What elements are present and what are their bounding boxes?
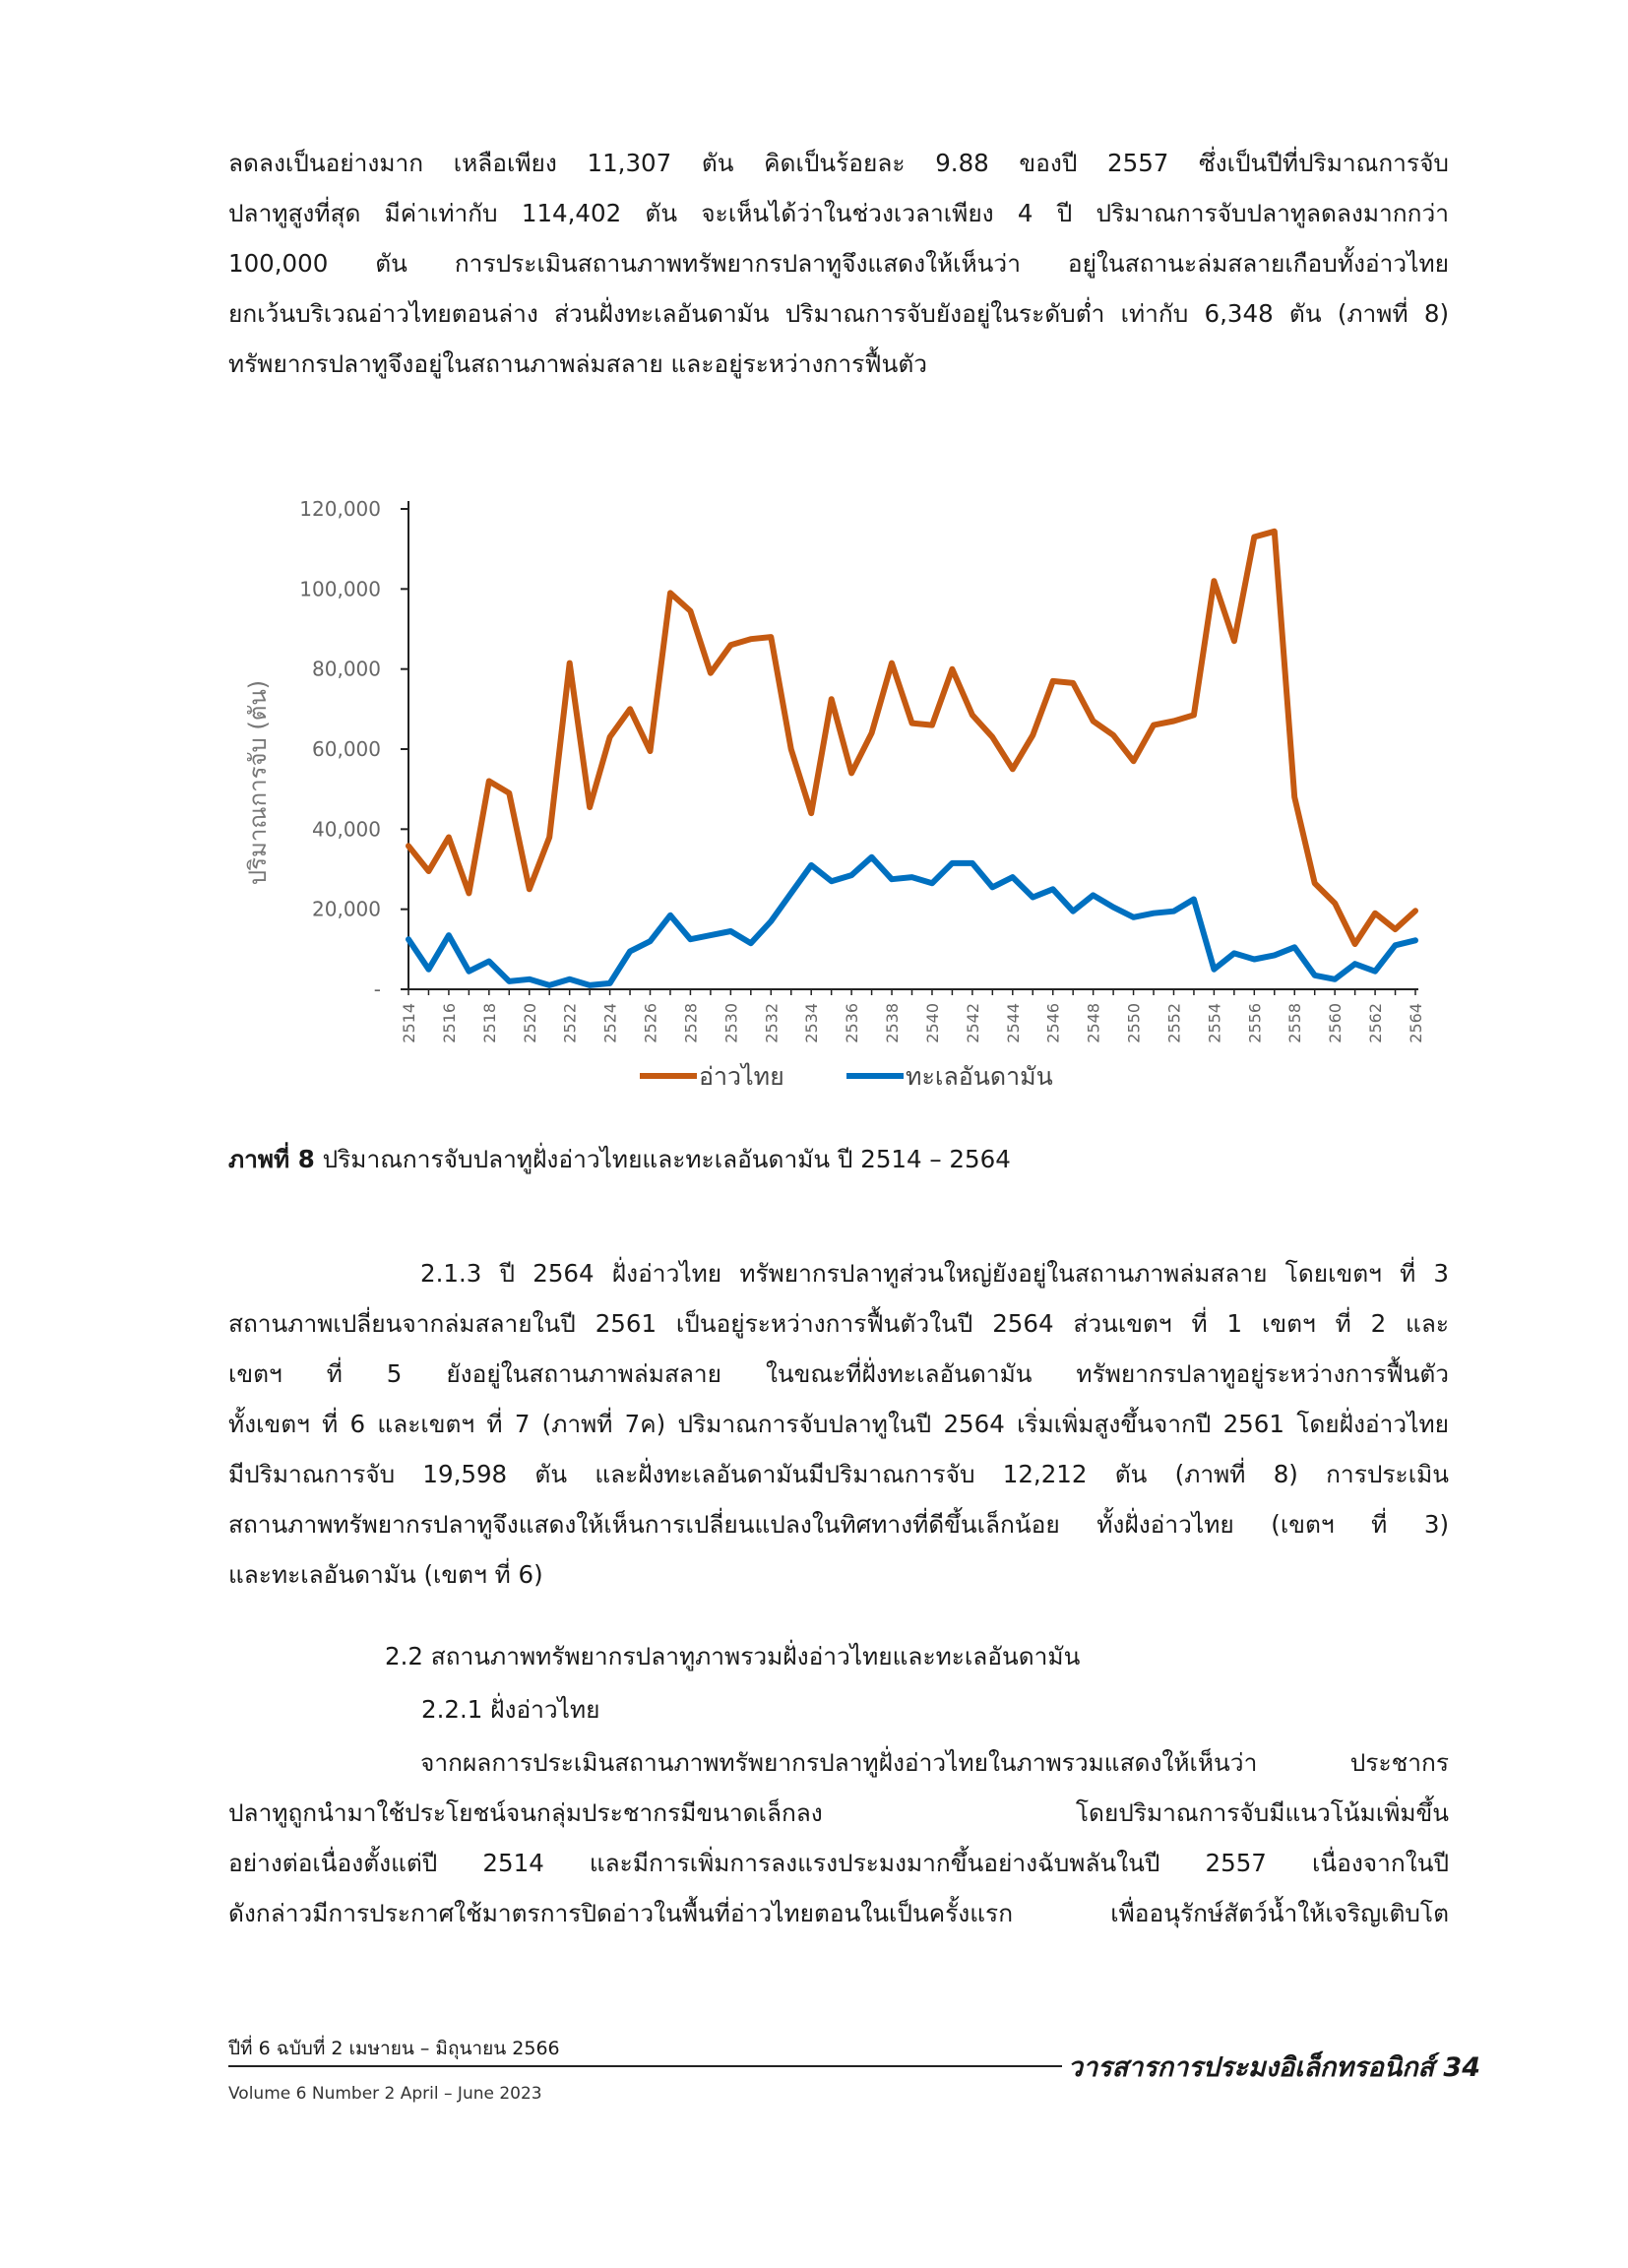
y-tick-label: 40,000	[312, 817, 381, 842]
paragraph-1	[228, 138, 1449, 389]
footer-issue: ปีที่ 6 ฉบับที่ 2 เมษายน – มิถุนายน 2566	[228, 2038, 560, 2059]
x-tick-label: 2536	[843, 1003, 862, 1043]
text-line: สถานภาพเปลี่ยนจากล่มสลายในปี 2561 เป็นอยู่ระหว่างการฟื้นตัวในปี 2564 ส่วนเขตฯ ที่ 1 เขตฯ ที่ 2 และ	[228, 1309, 1449, 1338]
y-tick-label: 100,000	[299, 577, 381, 601]
paragraph-2	[228, 1248, 1449, 1600]
legend-label: ทะเลอันดามัน	[906, 1062, 1053, 1091]
text-line: ปลาทูถูกนำมาใช้ประโยชน์จนกลุ่มประชากรมีขนาดเล็กลง โดยปริมาณการจับมีแนวโน้มเพิ่มขึ้น	[228, 1798, 1449, 1827]
x-tick-label: 2514	[400, 1003, 418, 1043]
footer-journal-page: วารสารการประมงอิเล็กทรอนิกส์ 34	[1062, 2046, 1480, 2088]
x-tick-label: 2552	[1164, 1003, 1184, 1043]
x-tick-label: 2544	[1003, 1003, 1023, 1043]
x-tick-label: 2528	[681, 1003, 701, 1043]
legend-label: อ่าวไทย	[699, 1062, 784, 1091]
x-tick-label: 2564	[1407, 1003, 1425, 1043]
x-tick-label: 2530	[721, 1003, 741, 1043]
x-tick-label: 2542	[963, 1003, 982, 1043]
text-line: 2.1.3 ปี 2564 ฝั่งอ่าวไทย ทรัพยากรปลาทูส่วนใหญ่ยังอยู่ในสถานภาพล่มสลาย โดยเขตฯ ที่ 3	[420, 1259, 1449, 1288]
paragraph-3	[228, 1737, 1449, 1938]
x-tick-label: 2554	[1205, 1003, 1224, 1043]
x-tick-label: 2560	[1326, 1003, 1346, 1043]
text-line: 100,000 ตัน การประเมินสถานภาพทรัพยากรปลาทูจึงแสดงให้เห็นว่า อยู่ในสถานะล่มสลายเกือบทั้งอ่าวไทย	[228, 249, 1449, 278]
x-tick-label: 2532	[762, 1003, 782, 1043]
y-tick-label: -	[373, 977, 381, 1001]
y-axis-label: ปริมาณการจับ (ตัน)	[244, 679, 272, 886]
text-line: มีปริมาณการจับ 19,598 ตัน และฝั่งทะเลอันดามันมีปริมาณการจับ 12,212 ตัน (ภาพที่ 8) การประเมิน	[228, 1460, 1449, 1488]
x-tick-label: 2546	[1043, 1003, 1063, 1043]
text-line: เขตฯ ที่ 5 ยังอยู่ในสถานภาพล่มสลาย ในขณะที่ฝั่งทะเลอันดามัน ทรัพยากรปลาทูอยู่ระหว่างการฟื้นตัว	[228, 1359, 1449, 1388]
x-tick-label: 2556	[1245, 1003, 1265, 1043]
text-line: ทั้งเขตฯ ที่ 6 และเขตฯ ที่ 7 (ภาพที่ 7ค) ปริมาณการจับปลาทูในปี 2564 เริ่มเพิ่มสูงขึ้นจากปี 2561 โดยฝั่งอ่าวไทย	[228, 1410, 1449, 1438]
x-tick-label: 2550	[1124, 1003, 1144, 1043]
x-tick-label: 2534	[802, 1003, 822, 1043]
text-line: ปลาทูสูงที่สุด มีค่าเท่ากับ 114,402 ตัน จะเห็นได้ว่าในช่วงเวลาเพียง 4 ปี ปริมาณการจับปลาทูลดลงมากกว่า	[228, 199, 1449, 227]
text-line: ลดลงเป็นอย่างมาก เหลือเพียง 11,307 ตัน คิดเป็นร้อยละ 9.88 ของปี 2557 ซึ่งเป็นปีที่ปริมาณการจับ	[228, 149, 1449, 177]
x-tick-label: 2538	[883, 1003, 903, 1043]
text-line: จากผลการประเมินสถานภาพทรัพยากรปลาทูฝั่งอ่าวไทยในภาพรวมแสดงให้เห็นว่า ประชากร	[420, 1748, 1449, 1777]
series-line-gulf-of-thailand	[408, 532, 1415, 944]
text-line: สถานภาพทรัพยากรปลาทูจึงแสดงให้เห็นการเปลี่ยนแปลงในทิศทางที่ดีขึ้นเล็กน้อย ทั้งฝั่งอ่าวไทย (เขตฯ ที่ 3)	[228, 1510, 1449, 1539]
section-heading-2-2-1: 2.2.1 ฝั่งอ่าวไทย	[421, 1695, 600, 1724]
y-tick-label: 60,000	[312, 737, 381, 761]
x-tick-label: 2526	[641, 1003, 660, 1043]
text-line: ทรัพยากรปลาทูจึงอยู่ในสถานภาพล่มสลาย และอยู่ระหว่างการฟื้นตัว	[228, 349, 928, 378]
text-line: ดังกล่าวมีการประกาศใช้มาตรการปิดอ่าวในพื้นที่อ่าวไทยตอนในเป็นครั้งแรก เพื่ออนุรักษ์สัตว์น้ำให้เจริญเติบโต	[228, 1899, 1449, 1927]
x-tick-label: 2520	[520, 1003, 539, 1043]
text-line: ยกเว้นบริเวณอ่าวไทยตอนล่าง ส่วนฝั่งทะเลอันดามัน ปริมาณการจับยังอยู่ในระดับต่ำ เท่ากับ 6,348 ตัน (ภาพที่ 8)	[228, 299, 1449, 328]
x-tick-label: 2516	[439, 1003, 459, 1043]
text-line: อย่างต่อเนื่องตั้งแต่ปี 2514 และมีการเพิ่มการลงแรงประมงมากขึ้นอย่างฉับพลันในปี 2557 เนื่องจากในปี	[228, 1849, 1449, 1877]
catch-line-chart	[226, 487, 1476, 1117]
figure-caption-text: ปริมาณการจับปลาทูฝั่งอ่าวไทยและทะเลอันดามัน ปี 2514 – 2564	[314, 1145, 1011, 1173]
x-tick-label: 2548	[1084, 1003, 1103, 1043]
text-line: และทะเลอันดามัน (เขตฯ ที่ 6)	[228, 1560, 543, 1589]
x-tick-label: 2522	[560, 1003, 580, 1043]
x-tick-label: 2524	[600, 1003, 620, 1043]
y-tick-label: 120,000	[299, 497, 381, 521]
section-heading-2-2: 2.2 สถานภาพทรัพยากรปลาทูภาพรวมฝั่งอ่าวไทยและทะเลอันดามัน	[385, 1642, 1081, 1670]
footer-volume: Volume 6 Number 2 April – June 2023	[228, 2084, 542, 2104]
series-line-andaman-sea	[408, 857, 1415, 985]
x-tick-label: 2518	[479, 1003, 499, 1043]
figure-label: ภาพที่ 8	[228, 1145, 315, 1173]
y-tick-label: 80,000	[312, 657, 381, 681]
x-tick-label: 2562	[1366, 1003, 1386, 1043]
x-tick-label: 2540	[922, 1003, 942, 1043]
x-tick-label: 2558	[1285, 1003, 1305, 1043]
y-tick-label: 20,000	[312, 897, 381, 921]
figure-caption	[228, 1140, 1011, 1178]
